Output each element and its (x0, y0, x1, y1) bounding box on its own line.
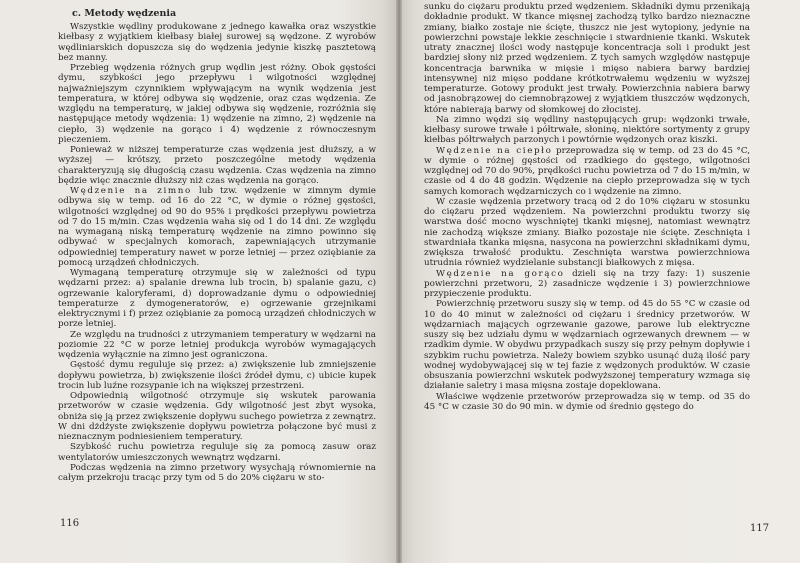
right-page-text (424, 2, 750, 412)
paragraph: Ponieważ w niższej temperaturze czas wędzenia jest dłuższy, a w wyższej — krótszy, przeto poszczególne metody wędzenia charakteryzują się długością czasu wędzenia. Czas wędzenia na zimno będzie więc znacznie dłuższy niż czas wędzenia na gorąco. (58, 145, 376, 186)
paragraph-body: dzieli się na trzy fazy: 1) suszenie powierzchni przetworu, 2) zasadnicze wędzenie i 3) powierzchniowe przypieczenie produktu. (424, 268, 750, 299)
paragraph-body: lub tzw. wędzenie w zimnym dymie odbywa się w temp. od 16 do 22 °C, w dymie o różnej gęstości, wilgotności względnej od 90 do 95% i prędkości przepływu powietrza od 7 do 15 m/min. Czas wędzenia waha się od 1 do 14 dni. Ze względu na wymaganą niską temperaturę wędzenie na zimno powinno się odbywać w specjalnych komorach, zapewniających utrzymanie odpowiedniej temperatury nawet w porze letniej — przez oziębianie za pomocą urządzeń chłodniczych. (58, 186, 376, 268)
page-number-left: 116 (60, 518, 80, 529)
paragraph: Powierzchnię przetworu suszy się w temp. od 45 do 55 °C w czasie od 10 do 40 minut w zależności od ciężaru i średnicy przetworów. W wędzarniach mających ogrzewanie gazowe, parowe lub elektryczne suszy się bez udziału dymu w wędzarniach ogrzewanych drewnem — w rzadkim dymie. W obydwu przypadkach suszy się przy pełnym dopływie i szybkim ruchu powietrza. Należy bowiem szybko usunąć dużą ilość pary wodnej wydobywającej się w tej fazie z wędzonych produktów. W czasie obsuszania powierzchni wskutek podwyższonej temperatury wzmaga się działanie saletry i masa mięsna zostaje dopeklowana. (424, 299, 750, 392)
paragraph: Podczas wędzenia na zimno przetwory wysychają równomiernie na całym przekroju tracąc przy tym od 5 do 20% ciężaru w sto- (58, 462, 376, 483)
left-page-text (58, 8, 376, 483)
paragraph (58, 186, 376, 268)
term-warm-smoking: Wędzenie na ciepło (436, 145, 553, 156)
term-cold-smoking: Wędzenie na zimno (70, 186, 192, 196)
paragraph: Wszystkie wędliny produkowane z jednego kawałka oraz wszystkie kiełbasy z wyjątkiem kiełbasy białej surowej są wędzone. Z wyrobów wędliniarskich dopuszcza się do wędzenia jedynie kiszkę pasztetową bez manny. (58, 22, 376, 63)
paragraph-body: przeprowadza się w temp. od 23 do 45 °C, w dymie o różnej gęstości od rzadkiego do gęstego, wilgotności względnej od 70 do 90%, prędkości ruchu powietrza od 7 do 15 m/min, w czasie od 4 do 48 godzin. Wędzenie na ciepło przeprowadza się w tych samych komorach wędzarniczych co i wędzenie na zimno. (424, 145, 750, 197)
paragraph: Ze względu na trudności z utrzymaniem temperatury w wędzarni na poziomie 22 °C w porze letniej produkcja wyrobów wymagających wędzenia wyłącznie na zimno jest ograniczona. (58, 329, 376, 360)
paragraph: Na zimno wędzi się wędliny następujących grup: wędzonki trwałe, kiełbasy surowe trwałe i półtrwałe, słoninę, niektóre sortymenty z grupy kiełbas półtrwałych parzonych i powtórnie wędzonych oraz kiszki. (424, 114, 750, 146)
paragraph (424, 146, 750, 197)
paragraph: Przebieg wędzenia różnych grup wędlin jest różny. Obok gęstości dymu, szybkości jego przepływu i wilgotności względnej najważniejszym czynnikiem wpływającym na wynik wędzenia jest temperatura, w której odbywa się wędzenie, oraz czas wędzenia. Ze względu na temperaturę, w jakiej odbywa się wędzenie, rozróżnia się następujące metody wędzenia: 1) wędzenie na zimno, 2) wędzenie na ciepło, 3) wędzenie na gorąco i 4) wędzenie z równoczesnym pieczeniem. (58, 63, 376, 145)
term-hot-smoking: Wędzenie na gorąco (436, 268, 565, 279)
paragraph: sunku do ciężaru produktu przed wędzeniem. Składniki dymu przenikają dokładnie produkt. W tkance mięsnej zachodzą tylko bardzo nieznaczne zmiany, białko zostaje nie ścięte, tłuszcz nie jest wytopiony, jedynie na powierzchni powstaje lekkie zeschnięcie i stwardnienie tkanki. Wskutek utraty znacznej ilości wody następuje koncentracja soli i produkt jest bardziej słony niż przed wędzeniem. Z tych samych względów następuje koncentracja barwnika w mięsie i mięso nabiera barwy bardziej intensywnej niż mięso poddane krótkotrwałemu wędzeniu w wyższej temperaturze. Gotowy produkt jest trwały. Powierzchnia nabiera barwy od jasnobrązowej do ciemnobrązowej z wyjątkiem tłuszczów wędzonych, które nabierają barwy od słomkowej do złocistej. (424, 2, 750, 115)
book-gutter (396, 0, 402, 563)
section-heading: c. Metody wędzenia (72, 8, 177, 19)
paragraph (424, 269, 750, 300)
paragraph: Gęstość dymu reguluje się przez: a) zwiększenie lub zmniejszenie dopływu powietrza, b) zwiększenie ilości źródeł dymu, c) ubicie kupek trocin lub luźne rozsypanie ich na większej przestrzeni. (58, 360, 376, 391)
paragraph: Wymaganą temperaturę otrzymuje się w zależności od typu wędzarni przez: a) spalanie drewna lub trocin, b) spalanie gazu, c) ogrzewanie kaloryferami, d) doprowadzanie dymu o odpowiedniej temperaturze z dymogeneratorów, e) ogrzewanie grzejnikami elektrycznymi i f) przez oziębianie za pomocą urządzeń chłodniczych w porze letniej. (58, 268, 376, 330)
left-page (0, 0, 398, 563)
page-number-right: 117 (750, 523, 770, 534)
paragraph: Właściwe wędzenie przetworów przeprowadza się w temp. od 35 do 45 °C w czasie 30 do 90 min. w dymie od średnio gęstego do (424, 391, 750, 412)
right-page (398, 0, 800, 563)
paragraph: Szybkość ruchu powietrza reguluje się za pomocą zasuw oraz wentylatorów umieszczonych wewnątrz wędzarni. (58, 442, 376, 463)
paragraph: W czasie wędzenia przetwory tracą od 2 do 10% ciężaru w stosunku do ciężaru przed wędzeniem. Na powierzchni produktu tworzy się warstwa dość mocno wyschniętej tkanki mięsnej, natomiast wewnątrz nie zachodzą większe zmiany. Białko pozostaje nie ścięte. Zeschnięta i stwardniała tkanka mięsna, nasycona na powierzchni składnikami dymu, zwiększa trwałość produktu. Zeschnięta warstwa powierzchniowa utrudnia również wydzielanie substancji białkowych z mięsa. (424, 196, 750, 269)
paragraph: Odpowiednią wilgotność otrzymuje się wskutek parowania przetworów w czasie wędzenia. Gdy wilgotność jest zbyt wysoka, obniża się ją przez zwiększenie dopływu suchego powietrza z zewnątrz. W dni dżdżyste zwiększenie dopływu powietrza połączone być musi z nieznacznym podniesieniem temperatury. (58, 391, 376, 442)
